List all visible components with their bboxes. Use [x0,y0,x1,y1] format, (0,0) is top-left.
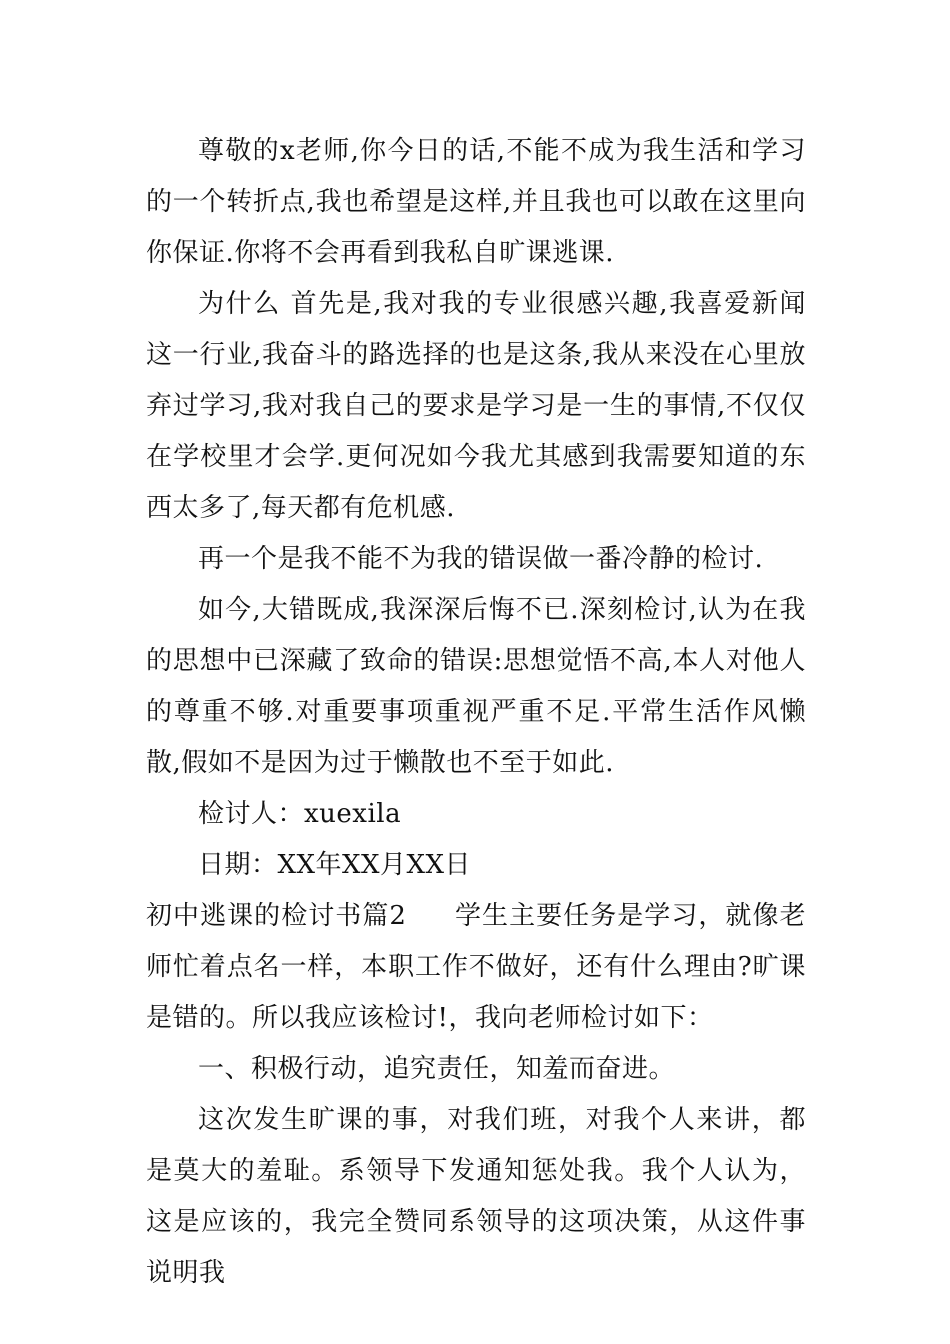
paragraph-reflection: 再一个是我不能不为我的错误做一番冷静的检讨. [198,544,764,574]
section-intro: 学生主要任务是学习，就像老师忙着点名一样，本职工作不做好，还有什么理由?旷课是错的。所以我应该检讨!，我向老师检讨如下： [146,901,806,1033]
section-paragraph [146,891,806,1044]
document-page [146,126,806,1299]
paragraph-reason-interest: 为什么 首先是,我对我的专业很感兴趣,我喜爱新闻这一行业,我奋斗的路选择的也是这条,我从来没在心里放弃过学习,我对我自己的要求是学习是一生的事情,不仅仅在学校里才会学.更何况如今我尤其感到我需要知道的东西太多了,每天都有危机感. [146,289,806,523]
signature-line: 检讨人：xuexila [198,799,402,829]
paragraph-incident: 这次发生旷课的事，对我们班，对我个人来讲，都是莫大的羞耻。系领导下发通知惩处我。我个人认为，这是应该的，我完全赞同系领导的这项决策，从这件事说明我 [146,1105,806,1288]
section-heading: 初中逃课的检讨书篇2 [146,901,407,931]
paragraph-regret: 如今,大错既成,我深深后悔不已.深刻检讨,认为在我的思想中已深藏了致命的错误:思想觉悟不高,本人对他人的尊重不够.对重要事项重视严重不足.平常生活作风懒散,假如不是因为过于懒散也不至于如此. [146,595,806,778]
date-line: 日期：XX年XX月XX日 [198,850,472,880]
paragraph-greeting: 尊敬的x老师,你今日的话,不能不成为我生活和学习的一个转折点,我也希望是这样,并且我也可以敢在这里向你保证.你将不会再看到我私自旷课逃课. [146,136,806,268]
paragraph-point-one: 一、积极行动，追究责任，知羞而奋进。 [198,1054,676,1084]
